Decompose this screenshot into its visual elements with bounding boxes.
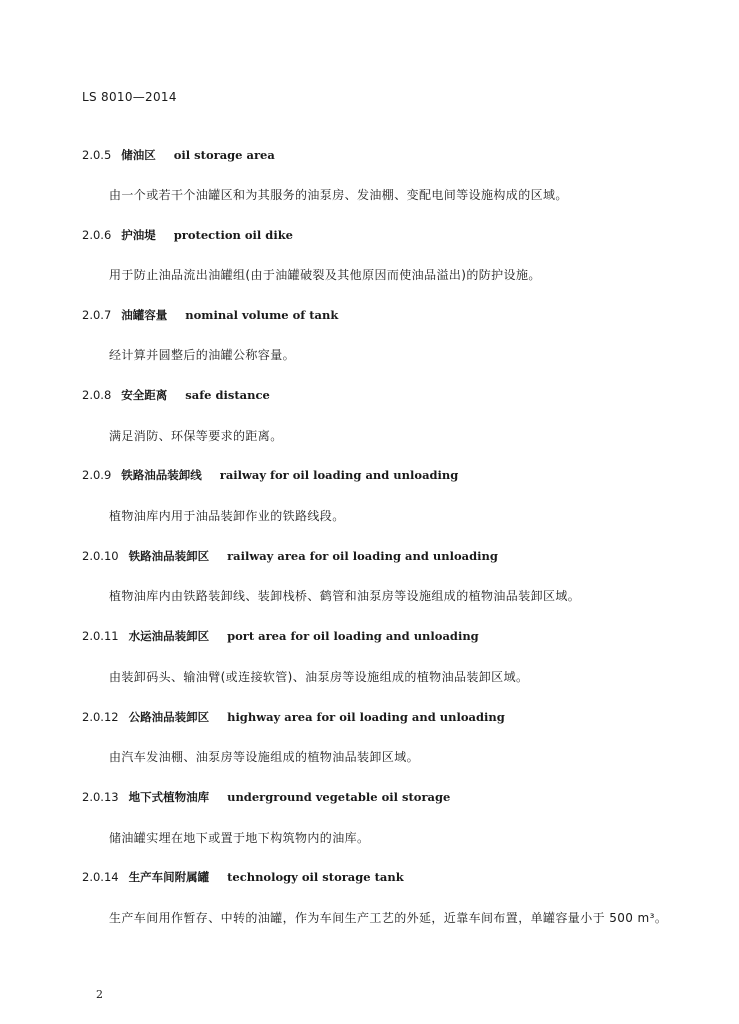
term-number: 2.0.6 — [82, 228, 112, 242]
definition-2-0-8: 满足消防、环保等要求的距离。 — [109, 429, 283, 443]
term-number: 2.0.7 — [82, 308, 112, 322]
term-english: railway for oil loading and unloading — [219, 468, 459, 482]
term-chinese: 护油堤 — [121, 228, 156, 242]
term-english: protection oil dike — [173, 228, 293, 242]
definition-2-0-10: 植物油库内由铁路装卸线、装卸栈桥、鹤管和油泵房等设施组成的植物油品装卸区域。 — [109, 589, 581, 603]
term-number: 2.0.8 — [82, 388, 112, 402]
term-chinese: 油罐容量 — [121, 308, 168, 322]
term-chinese: 铁路油品装卸区 — [128, 549, 210, 563]
term-number: 2.0.5 — [82, 148, 112, 162]
term-number: 2.0.9 — [82, 468, 112, 482]
document-code: LS 8010—2014 — [82, 90, 177, 104]
term-english: nominal volume of tank — [185, 308, 339, 322]
page-number: 2 — [96, 988, 103, 1001]
term-number: 2.0.14 — [82, 870, 119, 884]
term-number: 2.0.10 — [82, 549, 119, 563]
term-english: technology oil storage tank — [227, 870, 404, 884]
term-english: highway area for oil loading and unloading — [227, 710, 505, 724]
term-2-0-10 — [82, 548, 498, 564]
definition-2-0-14: 生产车间用作暂存、中转的油罐，作为车间生产工艺的外延，近靠车间布置，单罐容量小于 500 m³。 — [109, 911, 668, 925]
term-chinese: 储油区 — [121, 148, 156, 162]
term-2-0-14 — [82, 869, 404, 885]
term-english: railway area for oil loading and unloading — [227, 549, 498, 563]
term-2-0-7 — [82, 307, 338, 323]
term-2-0-5 — [82, 147, 275, 163]
definition-2-0-13: 储油罐实埋在地下或置于地下构筑物内的油库。 — [109, 831, 370, 845]
definition-2-0-7: 经计算并圆整后的油罐公称容量。 — [109, 348, 296, 362]
term-2-0-13 — [82, 789, 450, 805]
term-number: 2.0.13 — [82, 790, 119, 804]
term-english: port area for oil loading and unloading — [227, 629, 479, 643]
term-chinese: 地下式植物油库 — [128, 790, 210, 804]
term-2-0-9 — [82, 467, 458, 483]
definition-2-0-11: 由装卸码头、输油臂(或连接软管)、油泵房等设施组成的植物油品装卸区域。 — [109, 670, 529, 684]
term-english: underground vegetable oil storage — [227, 790, 451, 804]
term-2-0-12 — [82, 709, 505, 725]
term-2-0-8 — [82, 387, 270, 403]
term-number: 2.0.12 — [82, 710, 119, 724]
term-chinese: 生产车间附属罐 — [128, 870, 210, 884]
term-chinese: 安全距离 — [121, 388, 168, 402]
definition-2-0-5: 由一个或若干个油罐区和为其服务的油泵房、发油棚、变配电间等设施构成的区域。 — [109, 188, 568, 202]
term-english: oil storage area — [173, 148, 275, 162]
term-chinese: 水运油品装卸区 — [128, 629, 210, 643]
term-chinese: 铁路油品装卸线 — [121, 468, 202, 482]
definition-2-0-9: 植物油库内用于油品装卸作业的铁路线段。 — [109, 509, 345, 523]
term-2-0-11 — [82, 628, 479, 644]
definition-2-0-6: 用于防止油品流出油罐组(由于油罐破裂及其他原因而使油品溢出)的防护设施。 — [109, 268, 541, 282]
definition-2-0-12: 由汽车发油棚、油泵房等设施组成的植物油品装卸区域。 — [109, 750, 420, 764]
term-number: 2.0.11 — [82, 629, 119, 643]
term-chinese: 公路油品装卸区 — [128, 710, 210, 724]
term-2-0-6 — [82, 227, 293, 243]
term-english: safe distance — [185, 388, 270, 402]
